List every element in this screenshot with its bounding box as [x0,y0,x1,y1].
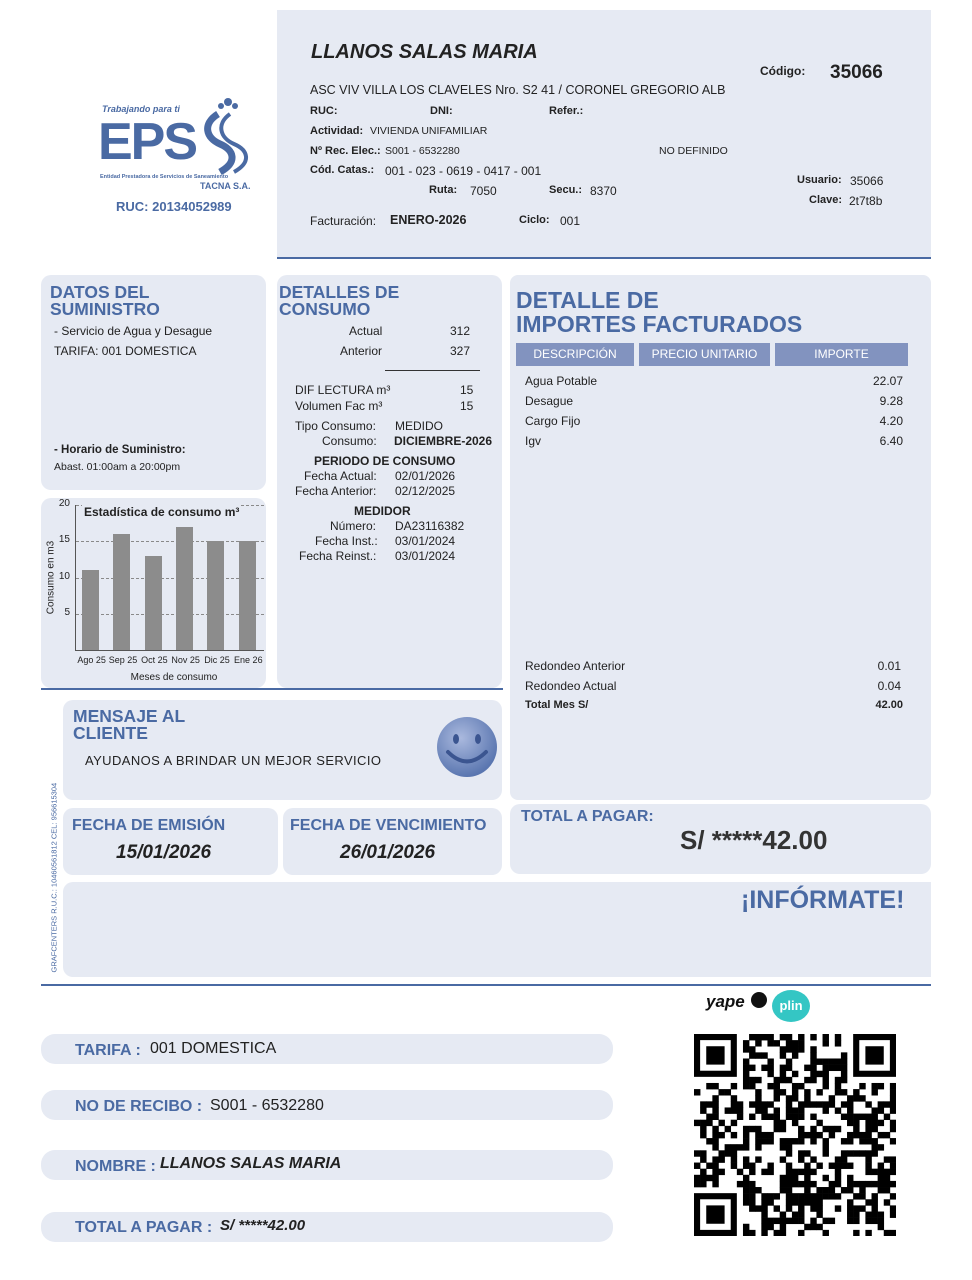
consumo-label: Consumo: [322,434,377,448]
chart-bar [239,541,256,650]
footer-total [41,1212,613,1242]
footer-tarifa-label: TARIFA : [75,1042,141,1059]
header-descripcion: DESCRIPCIÓN [516,343,634,366]
address: ASC VIV VILLA LOS CLAVELES Nro. S2 41 / CORONEL GREGORIO ALB [310,83,726,97]
total-mes-row [525,699,903,715]
numero-value: DA23116382 [395,519,465,533]
mensaje-title-2: CLIENTE [73,723,148,743]
consumo-value: DICIEMBRE-2026 [394,434,493,448]
fecha-reinst-value: 03/01/2024 [395,549,456,563]
fecha-reinst-label: Fecha Reinst.: [299,549,377,563]
tarifa-text: TARIFA: 001 DOMESTICA [54,344,197,358]
cod-catas-value: 001 - 023 - 0619 - 0417 - 001 [385,164,542,178]
chart-bar [113,534,130,650]
dif-lectura-value: 15 [460,383,474,397]
secu-value: 8370 [590,184,617,198]
chart-x-tick-label: Oct 25 [141,655,168,665]
redondeo-anterior-value: 0.01 [877,659,901,673]
chart-y-axis-label: Consumo en m3 [45,540,57,615]
chart-y-tick-label: 20 [58,498,70,509]
importes-table-header [516,343,908,366]
cod-catas-label: Cód. Catas.: [310,164,375,176]
yape-text: yape [706,992,745,1011]
emision-value: 15/01/2026 [116,842,212,863]
vencimiento-value: 26/01/2026 [340,842,436,863]
importe-row [525,394,903,410]
redondeo-actual-value: 0.04 [877,679,901,693]
chart-x-tick-label: Sep 25 [108,655,138,665]
usuario-value: 35066 [850,174,884,188]
chart-bar [145,556,162,650]
client-name: LLANOS SALAS MARIA [311,41,538,63]
plin-logo [772,990,810,1022]
footer-nombre-value: LLANOS SALAS MARIA [160,1155,342,1172]
lectura-divider [385,370,480,371]
mensaje-title-1: MENSAJE AL [73,706,186,726]
actividad-value: VIVIENDA UNIFAMILIAR [370,125,488,137]
chart-title: Estadística de consumo m³ [84,505,240,519]
chart-gridline [76,541,264,542]
fecha-inst-label: Fecha Inst.: [315,534,378,548]
fecha-actual-value: 02/01/2026 [395,469,456,483]
anterior-label: Anterior [340,344,383,358]
horario-value: Abast. 01:00am a 20:00pm [54,461,181,473]
periodo-title: PERIODO DE CONSUMO [314,454,456,468]
actividad-label: Actividad: [310,125,364,137]
fecha-actual-label: Fecha Actual: [304,469,377,483]
importe-row [525,414,903,430]
water-wave-icon [198,96,258,176]
footer-recibo [41,1090,613,1120]
consumo-title-2: CONSUMO [279,299,371,319]
footer-recibo-label: NO DE RECIBO : [75,1098,203,1115]
fecha-inst-value: 03/01/2024 [395,534,456,548]
informate-divider [41,984,931,986]
mensaje-text: AYUDANOS A BRINDAR UN MEJOR SERVICIO [85,753,382,768]
yape-logo [706,992,767,1012]
left-section-divider [41,688,503,690]
chart-y-tick-label: 10 [58,570,70,582]
header-importe: IMPORTE [775,343,908,366]
chart-plot [58,498,264,665]
fecha-anterior-label: Fecha Anterior: [295,484,377,498]
dni-label: DNI: [430,105,453,117]
brand-ruc: RUC: 20134052989 [116,199,232,214]
footer-total-value: S/ *****42.00 [220,1217,306,1234]
yape-badge-icon [751,992,767,1008]
chart-gridline [76,578,264,579]
chart-bar [176,527,193,650]
clave-value: 2t7t8b [849,194,883,208]
redondeo-actual-row [525,679,901,695]
importe-value: 9.28 [879,394,903,408]
refer-label: Refer.: [549,105,584,117]
chart-gridline [76,614,264,615]
no-definido: NO DEFINIDO [659,145,728,157]
actual-value: 312 [450,324,471,338]
tipo-consumo-value: MEDIDO [395,419,443,433]
volumen-label: Volumen Fac m³ [295,399,383,413]
footer-recibo-value: S001 - 6532280 [210,1097,324,1114]
importe-row [525,434,903,450]
volumen-value: 15 [460,399,474,413]
importe-value: 6.40 [879,434,903,448]
consumo-title-1: DETALLES DE [279,282,400,302]
chart-x-tick-label: Dic 25 [204,655,230,665]
vencimiento-label: FECHA DE VENCIMIENTO [290,817,487,834]
ciclo-label: Ciclo: [519,214,550,226]
chart-y-tick-label: 5 [64,606,70,618]
medidor-title: MEDIDOR [354,504,411,518]
footer-nombre [41,1150,613,1180]
facturacion-value: ENERO-2026 [390,213,467,227]
brand-subtitle: Entidad Prestadora de Servicios de Saneamiento [100,174,229,180]
dif-lectura-label: DIF LECTURA m³ [295,383,391,397]
importe-desc: Agua Potable [525,374,598,388]
total-label: TOTAL A PAGAR: [521,808,654,825]
chart-bar [207,541,224,650]
anterior-value: 327 [450,344,471,358]
total-value: S/ *****42.00 [680,825,828,855]
importe-row [525,374,903,390]
chart-y-tick-label: 15 [58,534,70,546]
actual-label: Actual [349,324,383,338]
ruc-label: RUC: [310,105,338,117]
header-precio-unitario: PRECIO UNITARIO [639,343,770,366]
brand-city: TACNA S.A. [200,181,251,191]
header-divider [277,257,931,259]
footer-tarifa-value: 001 DOMESTICA [150,1040,277,1057]
redondeo-anterior-row [525,659,901,675]
importe-desc: Igv [525,434,542,448]
suministro-title-2: SUMINISTRO [50,299,160,319]
brand-slogan: Trabajando para ti [102,104,180,114]
brand-logo [96,96,261,216]
redondeo-actual-label: Redondeo Actual [525,679,617,693]
emision-label: FECHA DE EMISIÓN [72,817,226,834]
total-mes-value: 42.00 [875,699,903,711]
smiley-icon [434,715,500,779]
importe-desc: Cargo Fijo [525,414,581,428]
informate-title: ¡INFÓRMATE! [741,886,905,914]
facturacion-label: Facturación: [310,214,377,228]
servicio-text: - Servicio de Agua y Desague [54,324,213,338]
suministro-title-1: DATOS DEL [50,282,150,302]
numero-label: Número: [330,519,377,533]
horario-label: - Horario de Suministro: [54,444,186,456]
footer-nombre-label: NOMBRE : [75,1158,156,1175]
footer-tarifa [41,1034,613,1064]
chart-x-tick-label: Ene 26 [234,655,263,665]
ruta-value: 7050 [470,184,497,198]
chart-x-tick-label: Ago 25 [77,655,106,665]
chart-bar [82,570,99,650]
chart-x-axis-label: Meses de consumo [130,672,218,683]
codigo-value: 35066 [830,62,883,83]
total-mes-label: Total Mes S/ [525,699,589,711]
importe-desc: Desague [525,394,574,408]
usuario-label: Usuario: [797,174,842,186]
chart-x-tick-label: Nov 25 [171,655,200,665]
rec-elec-value: S001 - 6532280 [385,145,460,157]
rec-elec-label: Nº Rec. Elec.: [310,145,381,157]
plin-text: plin [779,998,803,1013]
footer-total-label: TOTAL A PAGAR : [75,1219,213,1236]
importes-title-1: DETALLE DE [516,287,659,313]
secu-label: Secu.: [549,184,583,196]
printer-note: GRAFCENTERS R.U.C.: 10460561812 CEL: 956615304 [49,782,59,973]
tipo-consumo-label: Tipo Consumo: [295,419,376,433]
fecha-anterior-value: 02/12/2025 [395,484,456,498]
ruta-label: Ruta: [429,184,458,196]
qr-code-icon [694,1034,896,1236]
brand-logo-text: EPS [98,113,197,171]
redondeo-anterior-label: Redondeo Anterior [525,659,626,673]
importe-value: 22.07 [872,374,903,388]
importe-value: 4.20 [879,414,903,428]
ciclo-value: 001 [560,214,581,228]
codigo-label: Código: [760,64,806,78]
clave-label: Clave: [809,194,843,206]
importes-title-2: IMPORTES FACTURADOS [516,311,803,337]
